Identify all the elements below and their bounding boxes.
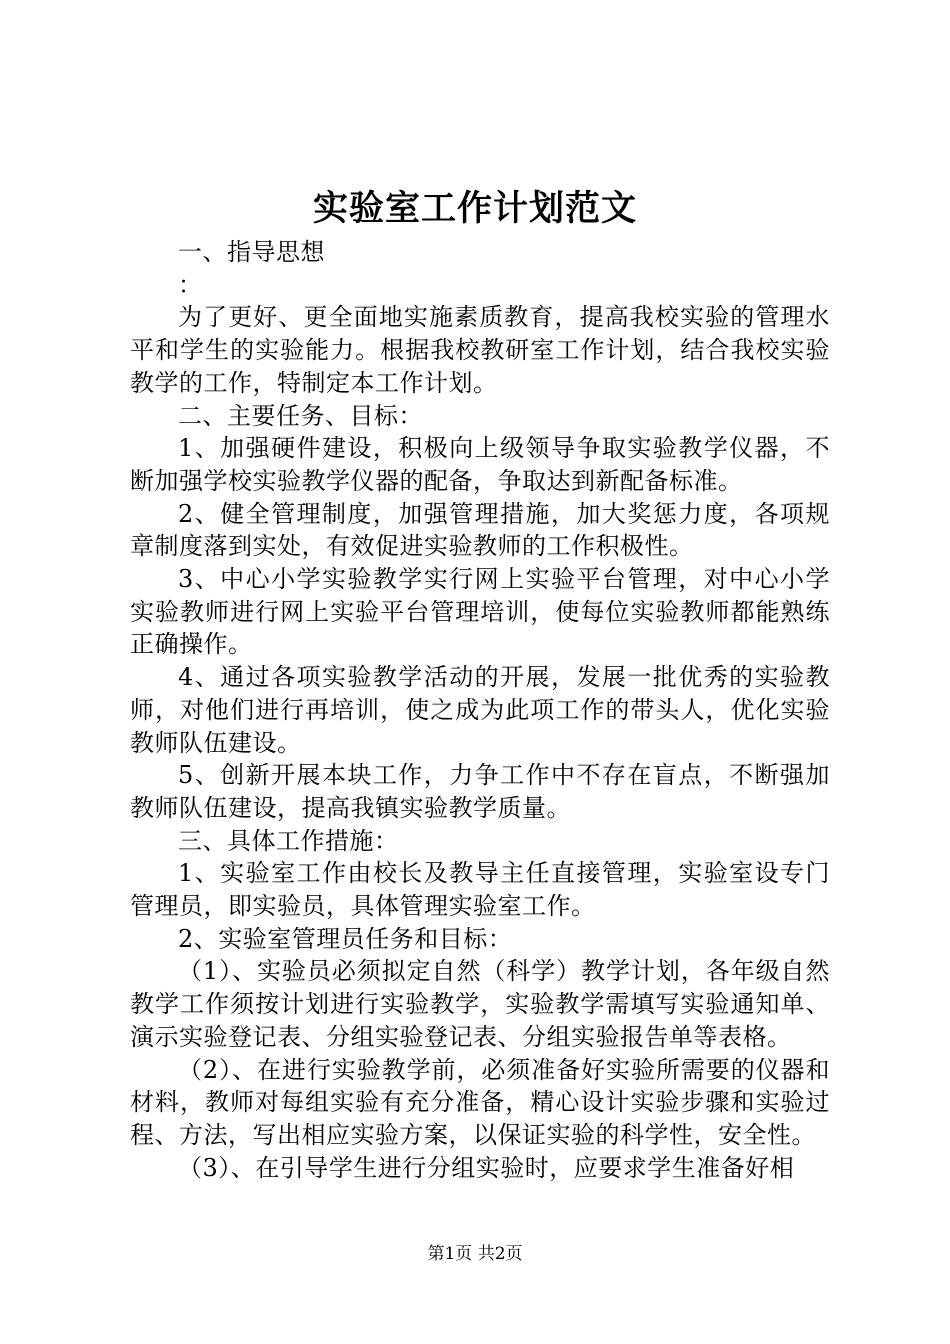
page-indicator: 第1页 共2页 [427,1244,523,1264]
paragraph-measure-2-item-1: （1）、实验员必须拟定自然（科学）教学计划，各年级自然教学工作须按计划进行实验教学，实验教学需填写实验通知单、演示实验登记表、分组实验登记表、分组实验报告单等表格。 [130,957,830,1051]
paragraph-task-1: 1、加强硬件建设，积极向上级领导争取实验教学仪器，不断加强学校实验教学仪器的配备，争取达到新配备标准。 [130,434,830,495]
section-heading-main-tasks: 二、主要任务、目标： [178,401,423,430]
document-title: 实验室工作计划范文 [312,188,637,229]
section-heading-guiding-thought: 一、指导思想 [178,238,325,266]
paragraph-measure-1: 1、实验室工作由校长及教导主任直接管理，实验室设专门管理员，即实验员，具体管理实验室工作。 [130,859,830,921]
paragraph-task-4: 4、通过各项实验教学活动的开展，发展一批优秀的实验教师，对他们进行再培训，使之成为此项工作的带头人，优化实验教师队伍建设。 [130,663,830,757]
colon-line: ： [178,270,202,299]
document-body [130,236,830,1184]
paragraph-measure-2: 2、实验室管理员任务和目标： [178,924,513,953]
paragraph-task-2: 2、健全管理制度，加强管理措施，加大奖惩力度，各项规章制度落到实处，有效促进实验教师的工作积极性。 [130,499,830,561]
paragraph-measure-2-item-2: （2）、在进行实验教学前，必须准备好实验所需要的仪器和材料，教师对每组实验有充分准备，精心设计实验步骤和实验过程、方法，写出相应实验方案，以保证实验的科学性，安全性。 [130,1055,830,1149]
paragraph-task-3: 3、中心小学实验教学实行网上实验平台管理，对中心小学实验教师进行网上实验平台管理培训，使每位实验教师都能熟练正确操作。 [130,565,830,659]
paragraph-intro: 为了更好、更全面地实施素质教育，提高我校实验的管理水平和学生的实验能力。根据我校教研室工作计划，结合我校实验教学的工作，特制定本工作计划。 [130,303,830,397]
paragraph-measure-2-item-3: （3）、在引导学生进行分组实验时，应要求学生准备好相 [178,1153,795,1182]
section-heading-measures: 三、具体工作措施： [178,826,399,855]
paragraph-task-5: 5、创新开展本块工作，力争工作中不存在盲点，不断强加教师队伍建设，提高我镇实验教学质量。 [130,761,830,822]
